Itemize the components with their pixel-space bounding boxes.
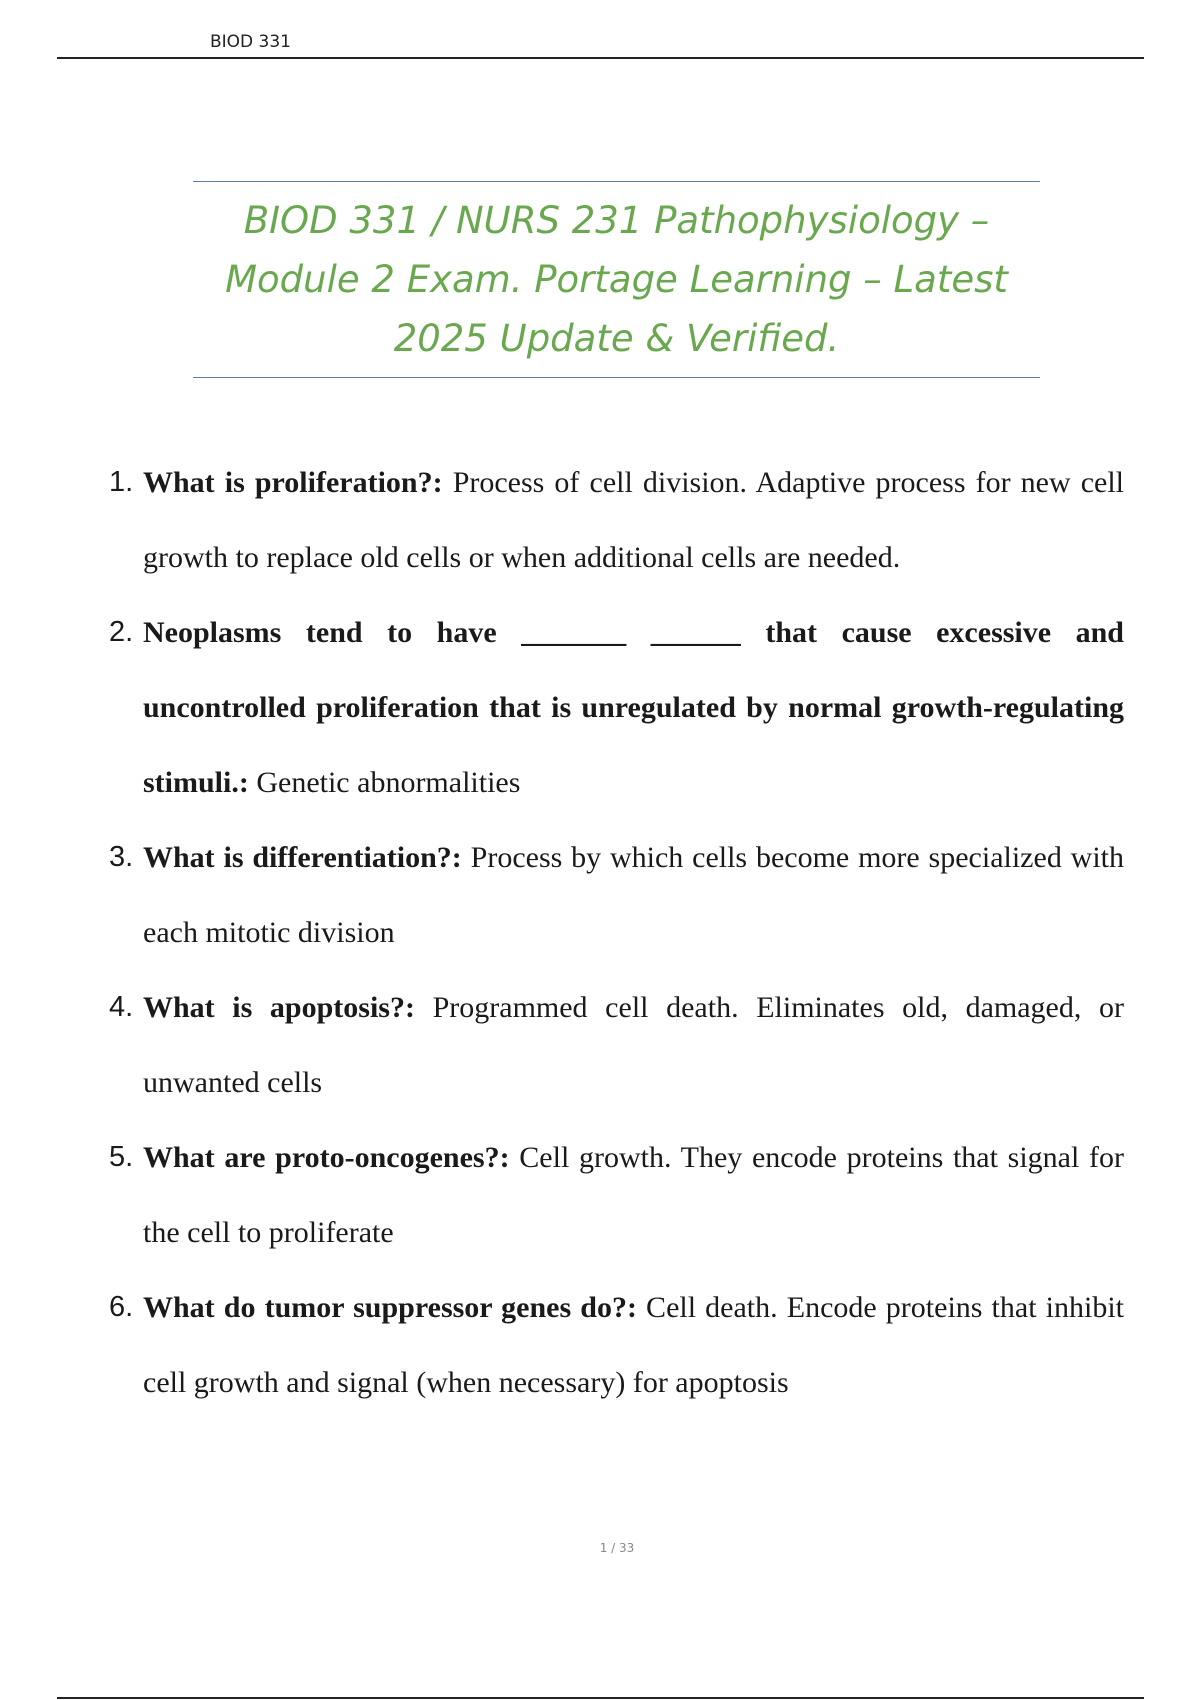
question-text: What is apoptosis?:: [143, 991, 415, 1024]
question-text: What are proto-oncogenes?:: [143, 1141, 510, 1174]
question-number: 4.: [109, 991, 134, 1023]
running-header: BIOD 331: [210, 32, 291, 52]
answer-text: Process of cell division. Adaptive process for new cell growth to replace old cells or when additional cells are needed.: [143, 466, 1125, 574]
question-number: 6.: [109, 1291, 134, 1323]
question-item: [100, 820, 1124, 970]
question-item: [100, 1120, 1124, 1270]
question-text: What do tumor suppressor genes do?:: [143, 1291, 637, 1324]
question-number: 5.: [109, 1141, 134, 1173]
question-item: [100, 595, 1124, 820]
question-item: [100, 445, 1124, 595]
header-rule: [57, 57, 1144, 59]
question-text: Neoplasms tend to have _______ ______ that cause excessive and uncontrolled proliferation that is unregulated by normal growth-regulating stimuli.:: [143, 616, 1124, 799]
answer-text: Cell death. Encode proteins that inhibit cell growth and signal (when necessary) for apoptosis: [143, 1291, 1124, 1399]
question-text: What is differentiation?:: [143, 841, 462, 874]
page-number: 1 / 33: [599, 1541, 635, 1555]
footer-rule: [57, 1697, 1144, 1699]
answer-text: Cell growth. They encode proteins that signal for the cell to proliferate: [143, 1141, 1125, 1249]
question-number: 2.: [109, 616, 134, 648]
question-number: 3.: [109, 841, 134, 873]
question-item: [100, 970, 1124, 1120]
document-title: BIOD 331 / NURS 231 Pathophysiology – Module 2 Exam. Portage Learning – Latest 2025 Update & Verified.: [225, 199, 1008, 360]
question-number: 1.: [109, 466, 134, 498]
question-item: [100, 1270, 1124, 1420]
answer-text: Genetic abnormalities: [248, 766, 521, 799]
question-list: [100, 445, 1124, 1420]
answer-text: Programmed cell death. Eliminates old, damaged, or unwanted cells: [143, 991, 1124, 1099]
question-text: What is proliferation?:: [143, 466, 443, 499]
answer-text: Process by which cells become more specialized with each mitotic division: [143, 841, 1124, 949]
title-block: [193, 181, 1040, 378]
